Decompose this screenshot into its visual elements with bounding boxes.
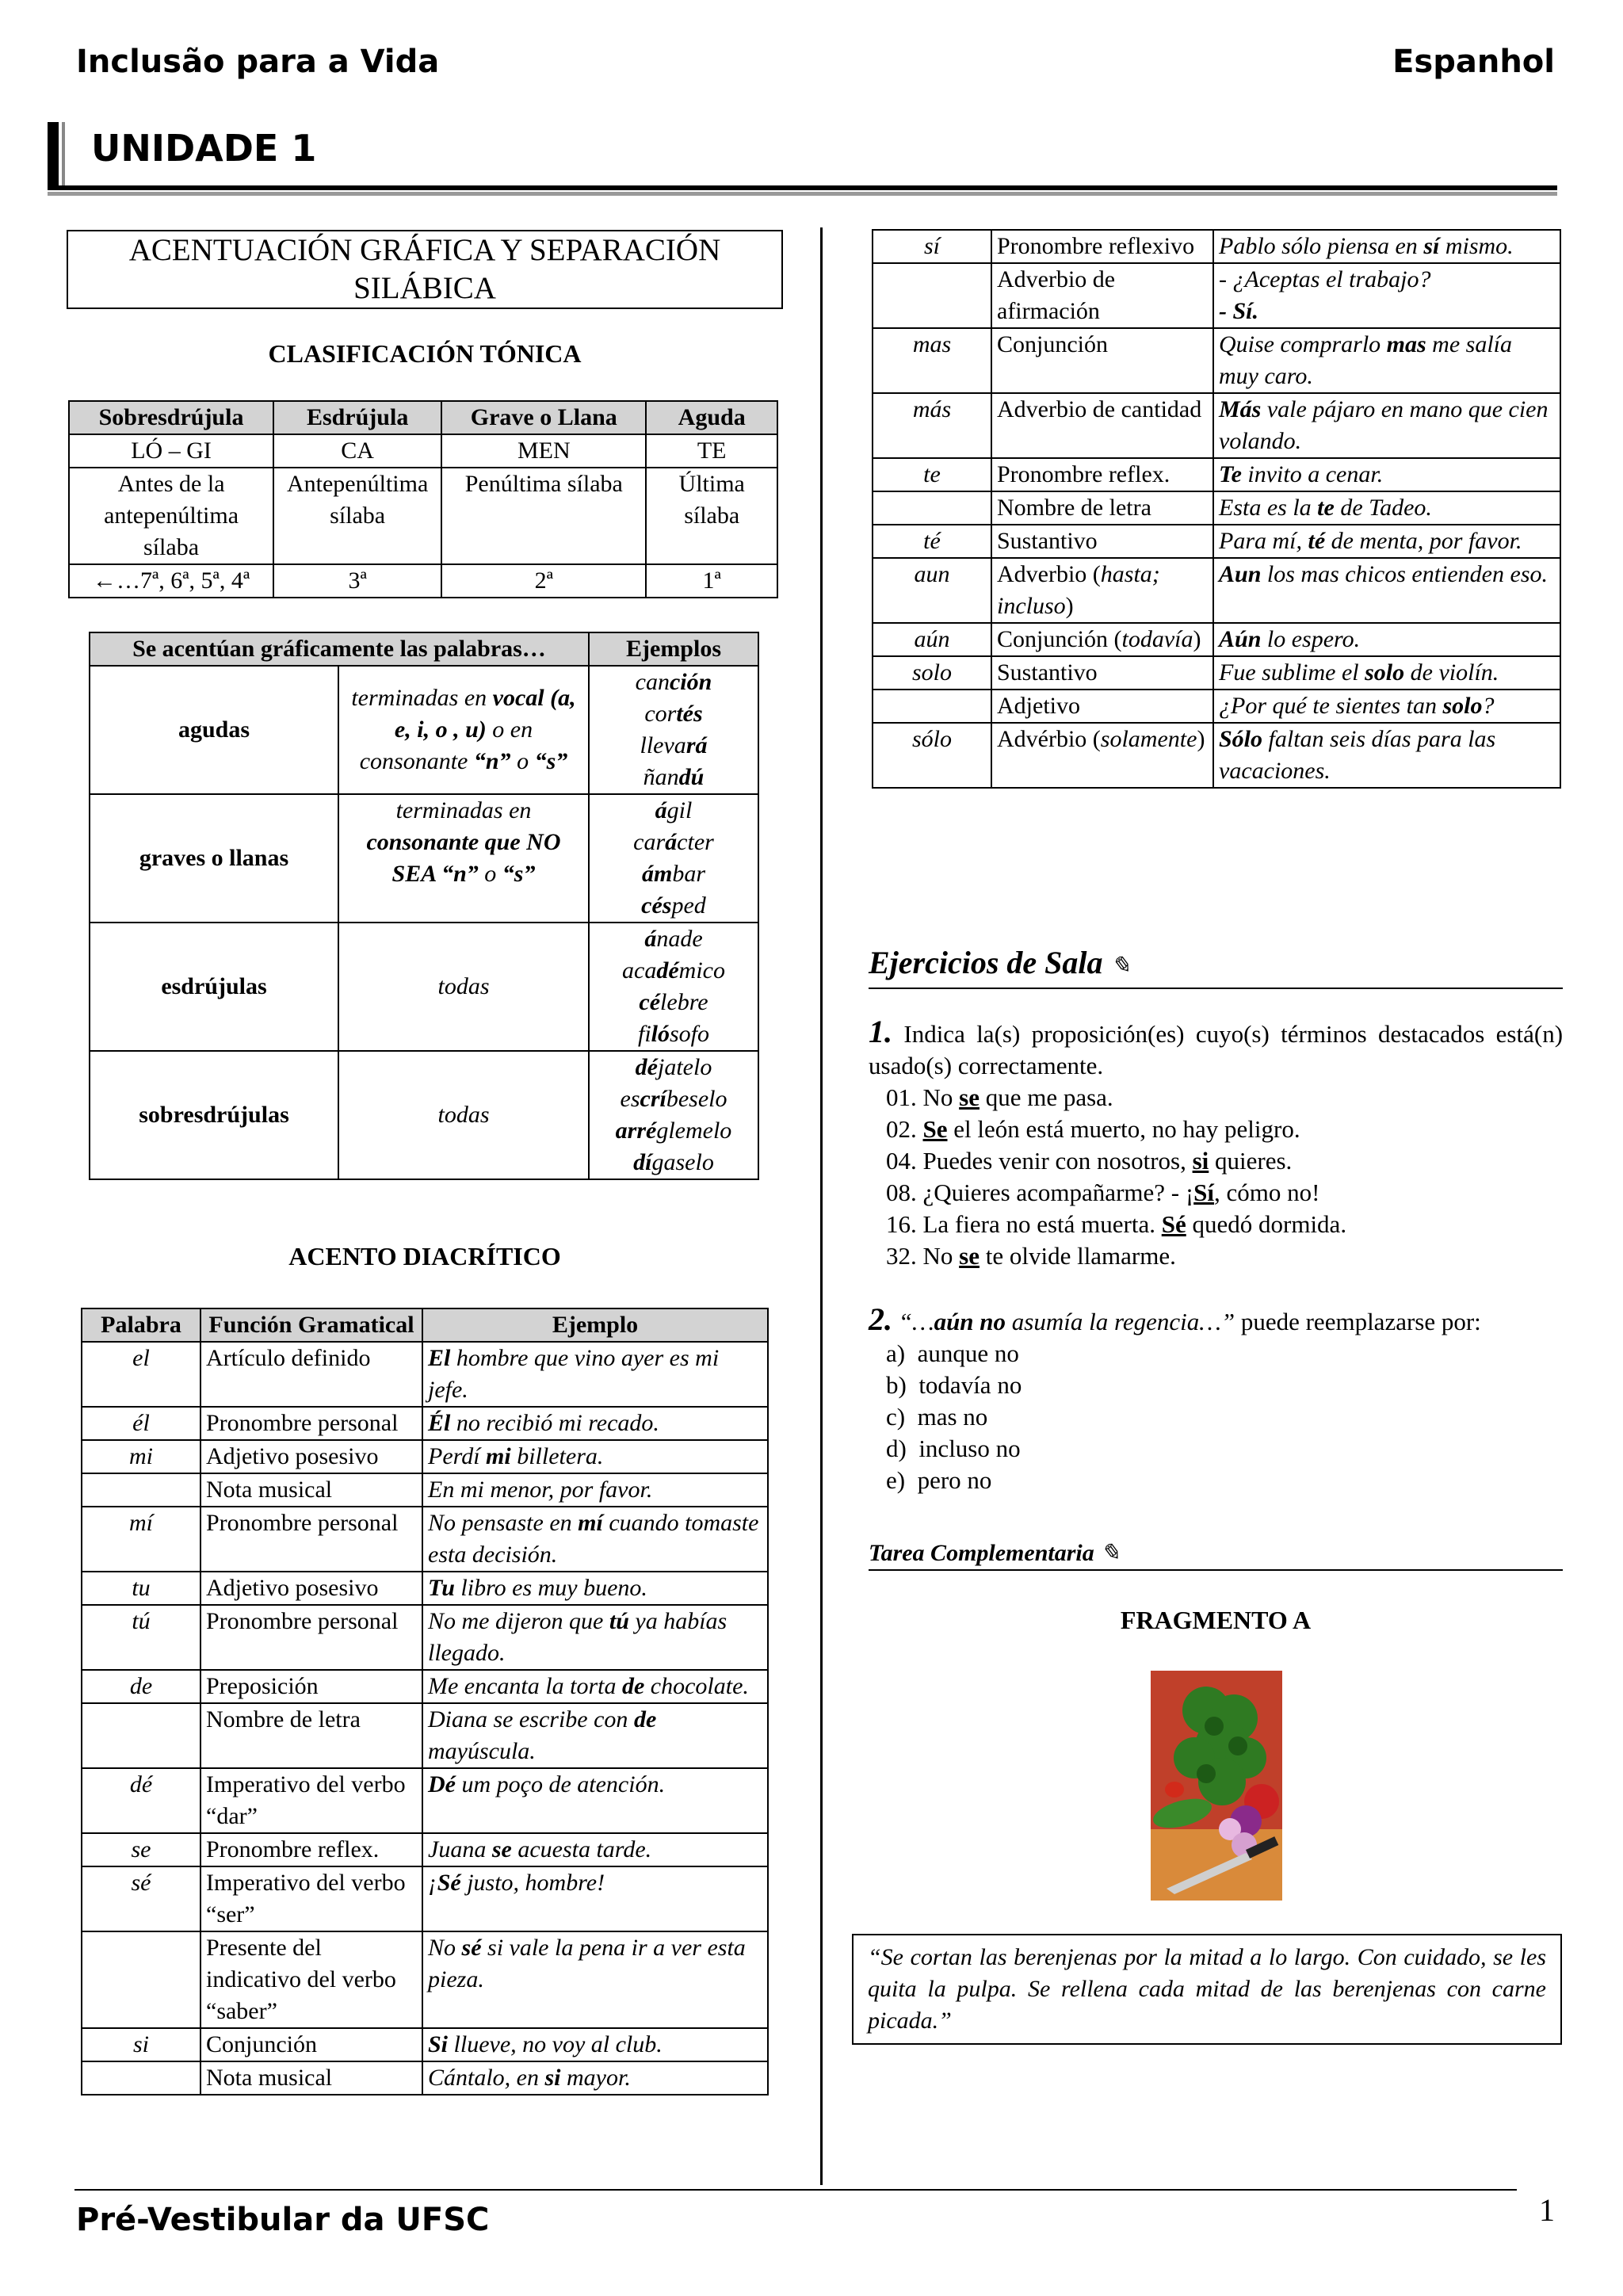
tonic-cell: Última sílaba [646, 468, 777, 564]
diac-example: Tu libro es muy bueno. [422, 1572, 768, 1605]
diac-row [82, 1866, 768, 1931]
diac-row [82, 1931, 768, 2028]
vegetables-illustration [1151, 1671, 1282, 1901]
diac-word [82, 2061, 200, 2095]
diac-row [82, 1605, 768, 1670]
diac-word: más [873, 393, 991, 458]
header-title: Inclusão para a Vida [76, 44, 440, 80]
fragment-title: FRAGMENTO A [1120, 1606, 1312, 1634]
diac-row [873, 328, 1560, 393]
section-title-text: ACENTUACIÓN GRÁFICA Y SEPARACIÓN SILÁBICA [128, 233, 721, 305]
diacritic-table-right [872, 229, 1561, 789]
diac-header: Palabra [82, 1308, 200, 1342]
diac-example: Dé um poço de atención. [422, 1768, 768, 1833]
question-option: 32. No se te olvide llamarme. [886, 1242, 1176, 1270]
diac-word: el [82, 1342, 200, 1407]
answer-option: e) pero no [886, 1466, 992, 1494]
tonic-cell: Antepenúltima sílaba [273, 468, 441, 564]
diac-row [873, 263, 1560, 328]
diac-example: Si llueve, no voy al club. [422, 2028, 768, 2061]
tonic-cell: 3ª [273, 564, 441, 598]
quote-box [852, 1934, 1562, 2045]
rule-word: agudas [90, 666, 338, 794]
diac-function: Pronombre personal [200, 1605, 422, 1670]
question-option: 02. Se el león está muerto, no hay peligro. [886, 1115, 1300, 1143]
diac-example: Fue sublime el solo de violín. [1213, 656, 1560, 690]
diac-example: No pensaste en mí cuando tomaste esta decisión. [422, 1507, 768, 1572]
footer-divider [74, 2189, 1517, 2191]
answer-option: a) aunque no [886, 1339, 1019, 1367]
diac-example: Me encanta la torta de chocolate. [422, 1670, 768, 1703]
tonic-classification-table [68, 400, 778, 598]
diacritic-table-left [81, 1308, 769, 2095]
diac-row [82, 1440, 768, 1473]
diac-word: té [873, 525, 991, 558]
tonic-cell: CA [273, 434, 441, 468]
diac-word: él [82, 1407, 200, 1440]
diac-function: Adjetivo [991, 690, 1213, 723]
tonic-header: Grave o Llana [441, 401, 646, 434]
diac-function: Pronombre personal [200, 1507, 422, 1572]
diac-header: Ejemplo [422, 1308, 768, 1342]
diac-word: mas [873, 328, 991, 393]
tonic-cell: LÓ – GI [69, 434, 273, 468]
diac-word: aún [873, 623, 991, 656]
rule-word: esdrújulas [90, 923, 338, 1051]
question-option: 04. Puedes venir con nosotros, si quieres. [886, 1147, 1293, 1175]
diac-function: Adverbio de cantidad [991, 393, 1213, 458]
diac-example: ¡Sé justo, hombre! [422, 1866, 768, 1931]
diac-word: si [82, 2028, 200, 2061]
tarea-heading [869, 1538, 1563, 1571]
diac-header: Función Gramatical [200, 1308, 422, 1342]
diac-example: No me dijeron que tú ya habías llegado. [422, 1605, 768, 1670]
diac-function: Presente del indicativo del verbo “saber” [200, 1931, 422, 2028]
diac-word: mi [82, 1440, 200, 1473]
diac-word: sé [82, 1866, 200, 1931]
unit-title: UNIDADE 1 [91, 127, 317, 170]
diac-row [82, 1768, 768, 1833]
section-title [67, 230, 783, 309]
tonic-cell: MEN [441, 434, 646, 468]
column-divider [820, 227, 823, 2185]
diac-word [873, 263, 991, 328]
rule-examples: ánade académico célebre filósofo [589, 923, 758, 1051]
rule-examples: canción cortés llevará ñandú [589, 666, 758, 794]
diac-example: Juana se acuesta tarde. [422, 1833, 768, 1866]
diac-word: se [82, 1833, 200, 1866]
diac-function: Conjunción [991, 328, 1213, 393]
rule-text: terminadas en vocal (a, e, i, o , u) o en consonante “n” o “s” [338, 666, 589, 794]
diac-example: Quise comprarlo mas me salía muy caro. [1213, 328, 1560, 393]
diac-function: Sustantivo [991, 656, 1213, 690]
tonic-cell: ←…7ª, 6ª, 5ª, 4ª [69, 564, 273, 598]
diac-row [873, 723, 1560, 788]
diac-example: Más vale pájaro en mano que cien volando. [1213, 393, 1560, 458]
diac-function: Sustantivo [991, 525, 1213, 558]
diac-example: En mi menor, por favor. [422, 1473, 768, 1507]
diac-function: Artículo definido [200, 1342, 422, 1407]
diac-function: Pronombre reflex. [991, 458, 1213, 491]
rule-word: graves o llanas [90, 794, 338, 923]
tonic-cell: 2ª [441, 564, 646, 598]
diac-word: mí [82, 1507, 200, 1572]
diac-function: Adjetivo posesivo [200, 1440, 422, 1473]
diac-function: Nota musical [200, 2061, 422, 2095]
question-2: 2. “…aún no asumía la regencia…” puede reemplazarse por: a) aunque no b) todavía no c) mas no d) incluso no e) pero no [869, 1304, 1563, 1496]
diac-example: Perdí mi billetera. [422, 1440, 768, 1473]
answer-option: d) incluso no [886, 1435, 1021, 1462]
diac-example: Para mí, té de menta, por favor. [1213, 525, 1560, 558]
pencil-icon: ✎ [1100, 1540, 1121, 1566]
diac-function: Nota musical [200, 1473, 422, 1507]
tonic-header: Aguda [646, 401, 777, 434]
diac-function: Adverbio de afirmación [991, 263, 1213, 328]
diac-function: Adverbio (hasta; incluso) [991, 558, 1213, 623]
diac-word: solo [873, 656, 991, 690]
tonic-cell: Penúltima sílaba [441, 468, 646, 564]
diac-example: Él no recibió mi recado. [422, 1407, 768, 1440]
diac-row [82, 1670, 768, 1703]
diac-row [873, 230, 1560, 263]
diac-row [873, 525, 1560, 558]
answer-option: b) todavía no [886, 1371, 1022, 1399]
tonic-cell: 1ª [646, 564, 777, 598]
question-number: 1. [869, 1014, 892, 1049]
diac-word [873, 690, 991, 723]
diac-function: Pronombre personal [200, 1407, 422, 1440]
diac-word: aun [873, 558, 991, 623]
diac-example: Diana se escribe con de mayúscula. [422, 1703, 768, 1768]
ejercicios-title: Ejercicios de Sala [869, 945, 1103, 980]
question-option: 01. No se que me pasa. [886, 1083, 1113, 1111]
diac-word: sí [873, 230, 991, 263]
accent-rules-table [89, 632, 759, 1180]
clasificacion-heading: CLASIFICACIÓN TÓNICA [268, 339, 582, 368]
tonic-cell: Antes de la antepenúltima sílaba [69, 468, 273, 564]
rule-text: todas [338, 1051, 589, 1179]
diac-row [873, 623, 1560, 656]
question-option: 16. La fiera no está muerta. Sé quedó dormida. [886, 1210, 1347, 1238]
diac-word: tu [82, 1572, 200, 1605]
diac-example: Aún lo espero. [1213, 623, 1560, 656]
diac-row [873, 558, 1560, 623]
diac-row [82, 1703, 768, 1768]
header-subject: Espanhol [1392, 44, 1555, 80]
diac-row [82, 1572, 768, 1605]
diac-example: Te invito a cenar. [1213, 458, 1560, 491]
diac-row [82, 2028, 768, 2061]
diac-function: Advérbio (solamente) [991, 723, 1213, 788]
diac-word: sólo [873, 723, 991, 788]
diac-example: Cántalo, en si mayor. [422, 2061, 768, 2095]
quote-text: “Se cortan las berenjenas por la mitad a lo largo. Con cuidado, se les quita la pulpa. Se rellena cada mitad de las berenjenas con carne picada.” [868, 1944, 1546, 2034]
diac-word: tú [82, 1605, 200, 1670]
page-number: 1 [1539, 2192, 1555, 2228]
diac-word: te [873, 458, 991, 491]
diac-row [873, 491, 1560, 525]
diac-word [82, 1931, 200, 2028]
diac-row [873, 393, 1560, 458]
diac-example: Aun los mas chicos entienden eso. [1213, 558, 1560, 623]
diac-row [82, 1342, 768, 1407]
ejercicios-heading [869, 942, 1563, 989]
diac-example: - ¿Aceptas el trabajo? - Sí. [1213, 263, 1560, 328]
diac-function: Pronombre reflex. [200, 1833, 422, 1866]
diac-row [82, 1507, 768, 1572]
tonic-header: Sobresdrújula [69, 401, 273, 434]
rules-header: Ejemplos [589, 632, 758, 666]
diac-function: Conjunción (todavía) [991, 623, 1213, 656]
rule-word: sobresdrújulas [90, 1051, 338, 1179]
footer-title: Pré-Vestibular da UFSC [76, 2202, 490, 2238]
diac-function: Adjetivo posesivo [200, 1572, 422, 1605]
rule-examples: déjatelo escríbeselo arréglemelo dígaselo [589, 1051, 758, 1179]
diac-example: Esta es la te de Tadeo. [1213, 491, 1560, 525]
diac-function: Conjunción [200, 2028, 422, 2061]
diac-example: ¿Por qué te sientes tan solo? [1213, 690, 1560, 723]
diac-function: Imperativo del verbo “ser” [200, 1866, 422, 1931]
rule-text: todas [338, 923, 589, 1051]
diac-example: El hombre que vino ayer es mi jefe. [422, 1342, 768, 1407]
diac-example: Pablo sólo piensa en sí mismo. [1213, 230, 1560, 263]
answer-option: c) mas no [886, 1403, 988, 1431]
question-1 [869, 1016, 1563, 1272]
diac-row [82, 1473, 768, 1507]
diac-word [873, 491, 991, 525]
diac-word [82, 1703, 200, 1768]
diac-row [873, 458, 1560, 491]
question-text: Indica la(s) proposición(es) cuyo(s) términos destacados está(n) usado(s) correctamente. [869, 1020, 1564, 1079]
diac-function: Imperativo del verbo “dar” [200, 1768, 422, 1833]
diac-example: Sólo faltan seis días para las vacaciones. [1213, 723, 1560, 788]
pencil-icon: ✎ [1110, 953, 1131, 979]
question-option: 08. ¿Quieres acompañarme? - ¡Sí, cómo no! [886, 1179, 1320, 1206]
unit-banner [48, 119, 1557, 195]
diac-row [82, 1833, 768, 1866]
diac-row [82, 1407, 768, 1440]
diac-function: Preposición [200, 1670, 422, 1703]
diac-function: Nombre de letra [200, 1703, 422, 1768]
diac-function: Pronombre reflexivo [991, 230, 1213, 263]
tarea-title: Tarea Complementaria [869, 1540, 1094, 1566]
diac-function: Nombre de letra [991, 491, 1213, 525]
diac-example: No sé si vale la pena ir a ver esta pieza. [422, 1931, 768, 2028]
rules-header: Se acentúan gráficamente las palabras… [90, 632, 589, 666]
diac-row [82, 2061, 768, 2095]
question-number: 2. [869, 1301, 892, 1337]
diac-word [82, 1473, 200, 1507]
diac-row [873, 656, 1560, 690]
diac-word: de [82, 1670, 200, 1703]
diac-row [873, 690, 1560, 723]
tonic-cell: TE [646, 434, 777, 468]
diacritico-heading: ACENTO DIACRÍTICO [288, 1242, 561, 1270]
tonic-header: Esdrújula [273, 401, 441, 434]
diac-word: dé [82, 1768, 200, 1833]
rule-examples: ágil carácter ámbar césped [589, 794, 758, 923]
rule-text: terminadas en consonante que NO SEA “n” o “s” [338, 794, 589, 923]
